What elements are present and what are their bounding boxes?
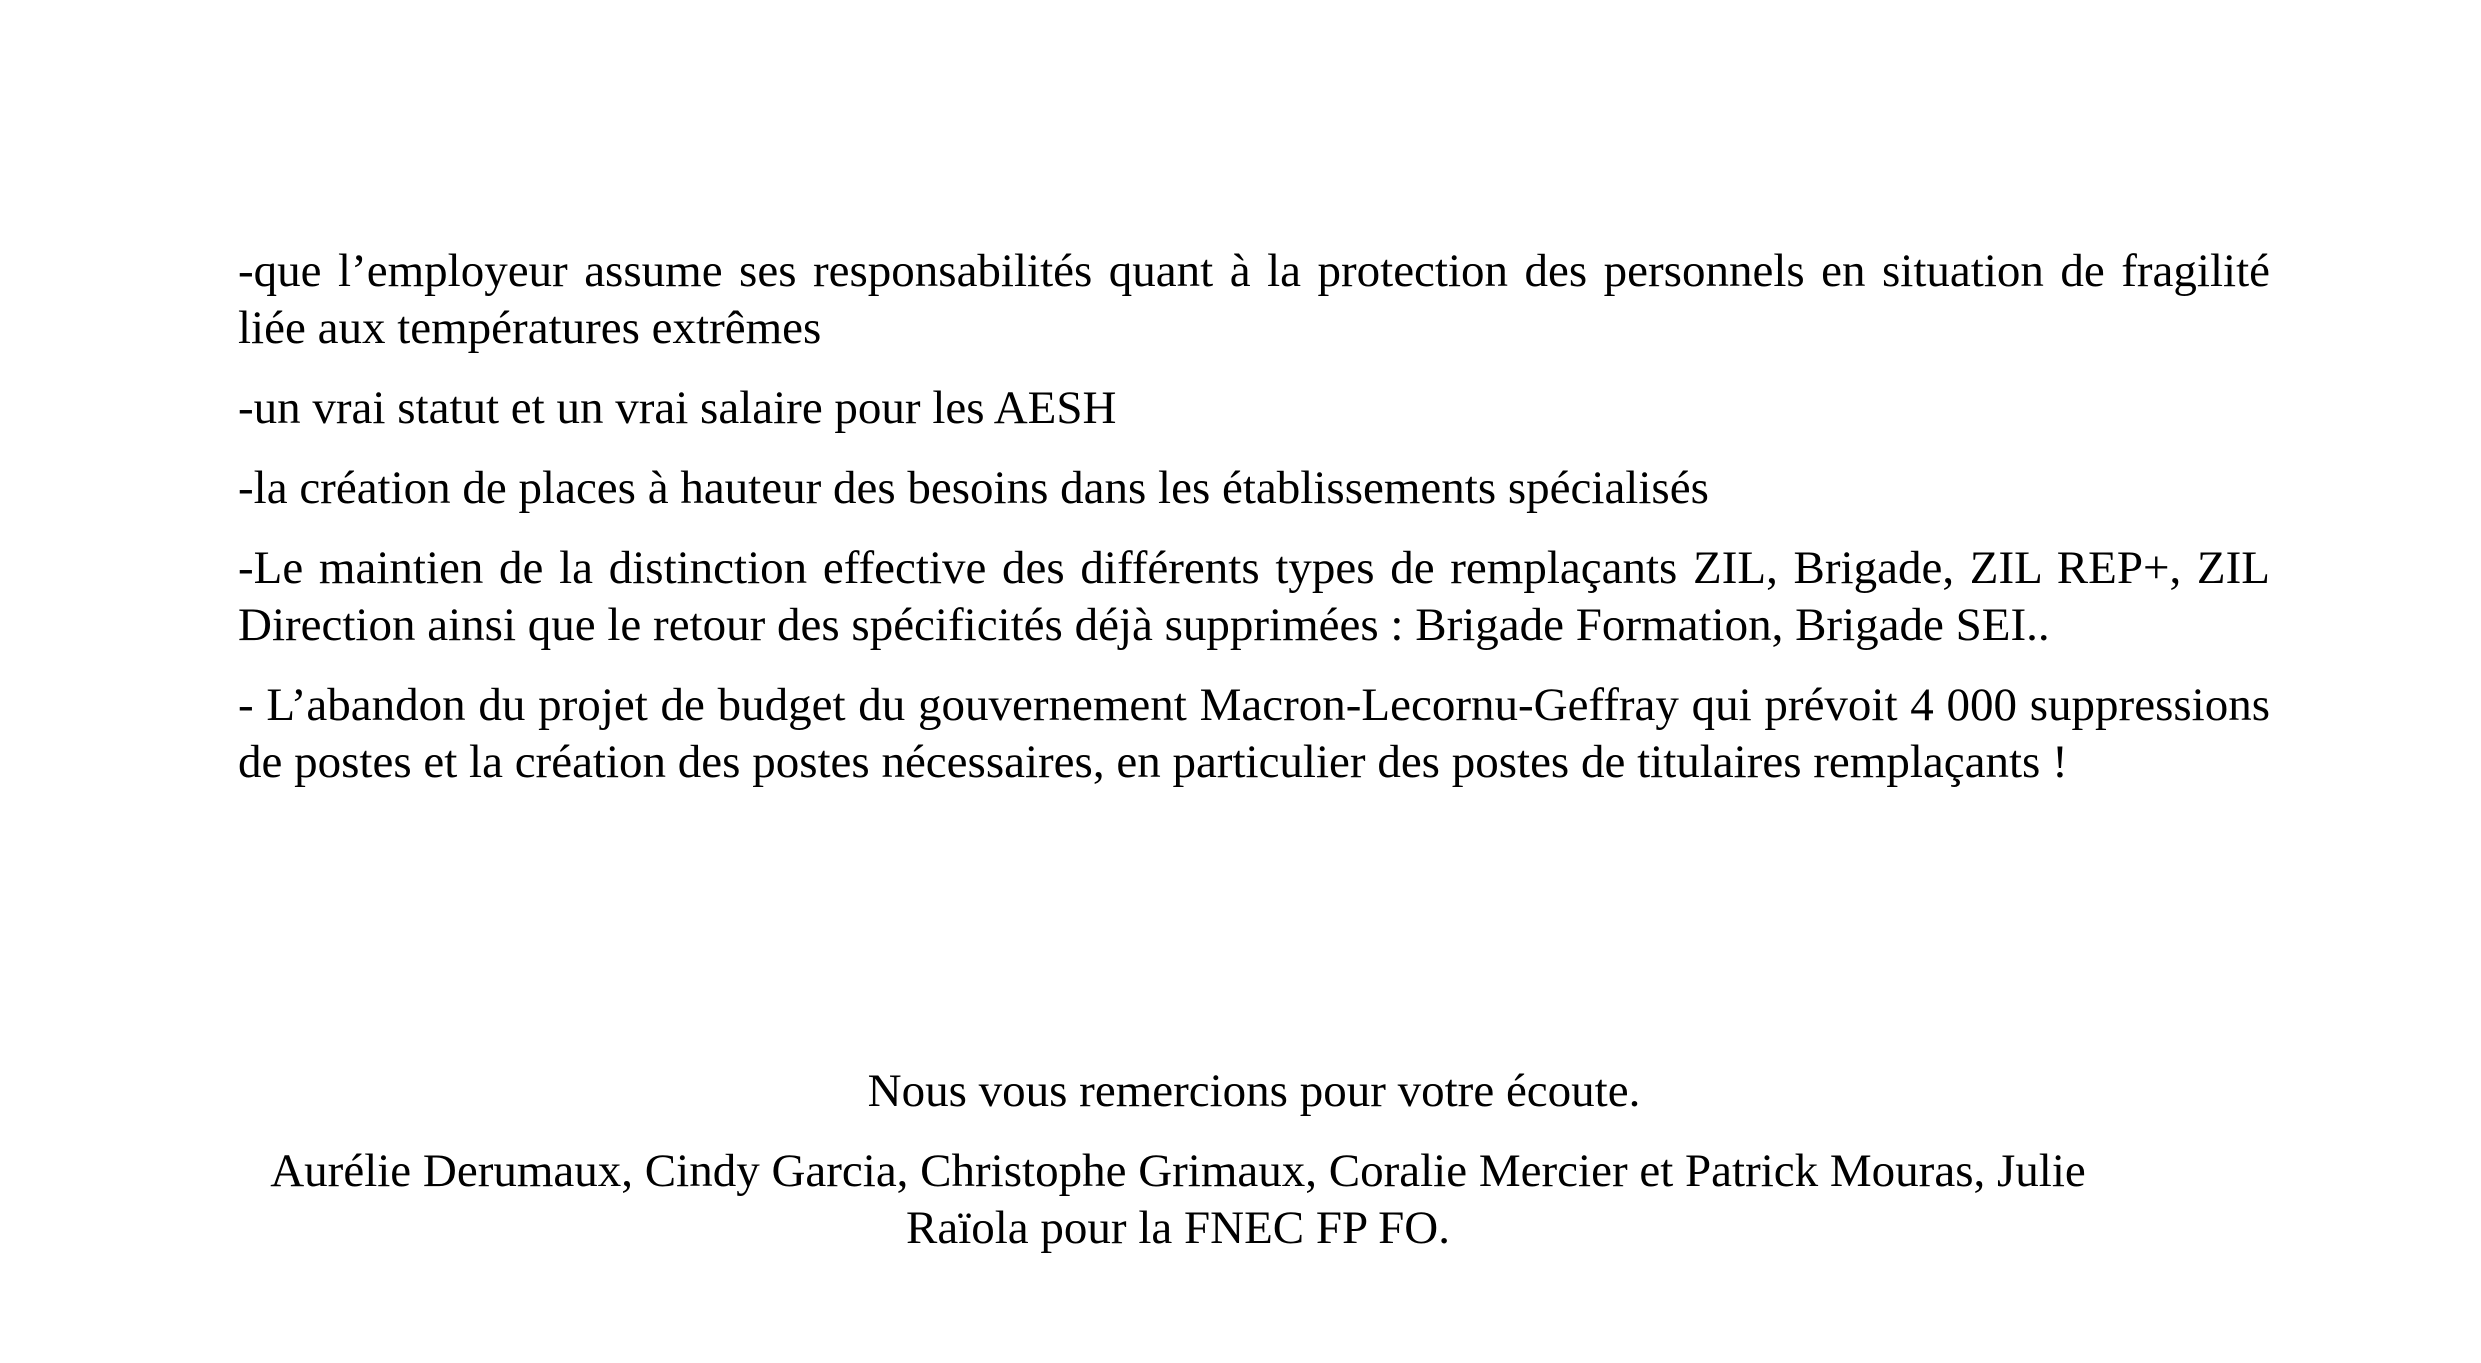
thanks-line: Nous vous remercions pour votre écoute.	[867, 1065, 1641, 1117]
closing-section	[238, 1063, 2270, 1280]
demand-item: -un vrai statut et un vrai salaire pour les AESH	[238, 382, 1117, 434]
demand-item: -la création de places à hauteur des besoins dans les établissements spécialisés	[238, 462, 1709, 514]
demand-item: - L’abandon du projet de budget du gouvernement Macron-Lecornu-Geffray qui prévoit 4 000 suppressions de postes et la création des postes nécessaires, en particulier des postes de titulaires remplaçants !	[238, 679, 2270, 788]
signatures-line: Aurélie Derumaux, Cindy Garcia, Christophe Grimaux, Coralie Mercier et Patrick Mouras, Julie Raïola pour la FNEC FP FO.	[270, 1145, 2086, 1254]
demand-item: -que l’employeur assume ses responsabilités quant à la protection des personnels en situation de fragilité liée aux températures extrêmes	[238, 245, 2270, 354]
demand-item: -Le maintien de la distinction effective des différents types de remplaçants ZIL, Brigade, ZIL REP+, ZIL Direction ainsi que le retour des spécificités déjà supprimées : Brigade Formation, Brigade SEI..	[238, 542, 2270, 651]
demands-list	[238, 243, 2270, 814]
